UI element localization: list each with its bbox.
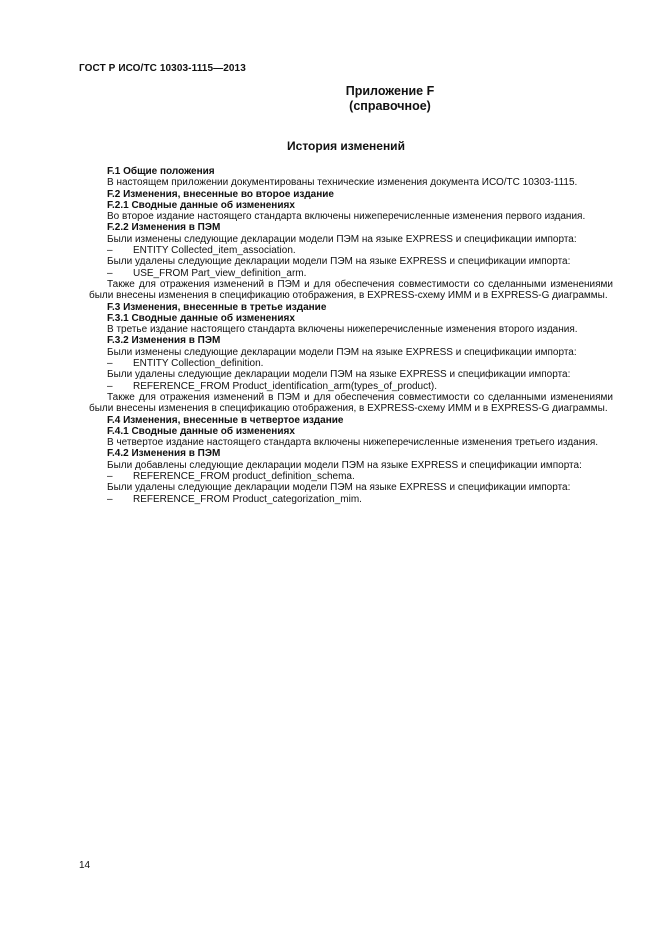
list-item [89, 494, 613, 505]
annex-heading [250, 84, 530, 114]
list-dash: – [107, 380, 113, 392]
list-dash: – [107, 493, 113, 505]
list-item-text: ENTITY Collection_definition. [133, 358, 264, 370]
paragraph: Были удалены следующие декларации модели ПЭМ на языке EXPRESS и спецификации импорта: [107, 482, 571, 494]
paragraph: Были удалены следующие декларации модели ПЭМ на языке EXPRESS и спецификации импорта: [107, 256, 571, 268]
paragraph: Были удалены следующие декларации модели ПЭМ на языке EXPRESS и спецификации импорта: [107, 369, 571, 381]
list-item [89, 245, 613, 256]
paragraph: В третье издание настоящего стандарта включены нижеперечисленные изменения второго издания. [107, 324, 578, 336]
list-dash: – [107, 358, 113, 370]
annex-subtitle: (справочное) [349, 99, 431, 113]
list-item-text: REFERENCE_FROM Product_identification_arm(types_of_product). [133, 380, 438, 392]
paragraph: Во второе издание настоящего стандарта включены нижеперечисленные изменения первого издания. [107, 211, 586, 223]
list-dash: – [107, 245, 113, 257]
list-item [89, 358, 613, 369]
list-item [89, 268, 613, 279]
list-item-text: USE_FROM Part_view_definition_arm. [133, 267, 307, 279]
subsection-heading: F.4 Изменения, внесенные в четвертое издание [107, 414, 344, 426]
subsection-heading: F.3.2 Изменения в ПЭМ [107, 335, 221, 347]
paragraph: Также для отражения изменений в ПЭМ и для обеспечения совместимости со сделанными изменениями были внесены изменения в спецификацию отображения, в EXPRESS-схему ИММ и в EXPRESS-G диаграммы. [89, 278, 613, 302]
list-item [89, 471, 613, 482]
list-dash: – [107, 267, 113, 279]
subsection-heading: F.2.2 Изменения в ПЭМ [107, 222, 221, 234]
section-title: История изменений [287, 139, 405, 153]
list-item [89, 381, 613, 392]
annex-title: Приложение F [345, 84, 435, 98]
subsection-heading: F.1 Общие положения [107, 166, 215, 177]
subsection-heading: F.4.1 Сводные данные об изменениях [107, 425, 295, 437]
subsection-heading: F.3 Изменения, внесенные в третье издание [107, 301, 327, 313]
subsection-heading: F.2.1 Сводные данные об изменениях [107, 199, 295, 211]
list-item-text: REFERENCE_FROM Product_categorization_mim. [133, 493, 362, 505]
list-item-text: ENTITY Collected_item_association. [133, 245, 296, 257]
page-number: 14 [79, 860, 91, 871]
subsection-heading: F.4.2 Изменения в ПЭМ [107, 448, 221, 460]
list-dash: – [107, 471, 113, 483]
standard-designation: ГОСТ Р ИСО/ТС 10303-1115—2013 [79, 63, 246, 74]
paragraph: В четвертое издание настоящего стандарта включены нижеперечисленные изменения третьего издания. [107, 437, 599, 449]
paragraph: Были добавлены следующие декларации модели ПЭМ на языке EXPRESS и спецификации импорта: [107, 459, 582, 471]
subsection-heading: F.3.1 Сводные данные об изменениях [107, 312, 295, 324]
document-body [89, 166, 613, 505]
paragraph: Были изменены следующие декларации модели ПЭМ на языке EXPRESS и спецификации импорта: [107, 233, 577, 245]
paragraph: В настоящем приложении документированы технические изменения документа ИСО/ТС 10303-1115. [107, 177, 578, 189]
list-item-text: REFERENCE_FROM product_definition_schema. [133, 471, 355, 483]
subsection-heading: F.2 Изменения, внесенные во второе издание [107, 188, 334, 200]
paragraph: Были изменены следующие декларации модели ПЭМ на языке EXPRESS и спецификации импорта: [107, 346, 577, 358]
paragraph: Также для отражения изменений в ПЭМ и для обеспечения совместимости со сделанными изменениями были внесены изменения в спецификацию отображения, в EXPRESS-схему ИММ и в EXPRESS-G диаграммы. [89, 391, 613, 415]
